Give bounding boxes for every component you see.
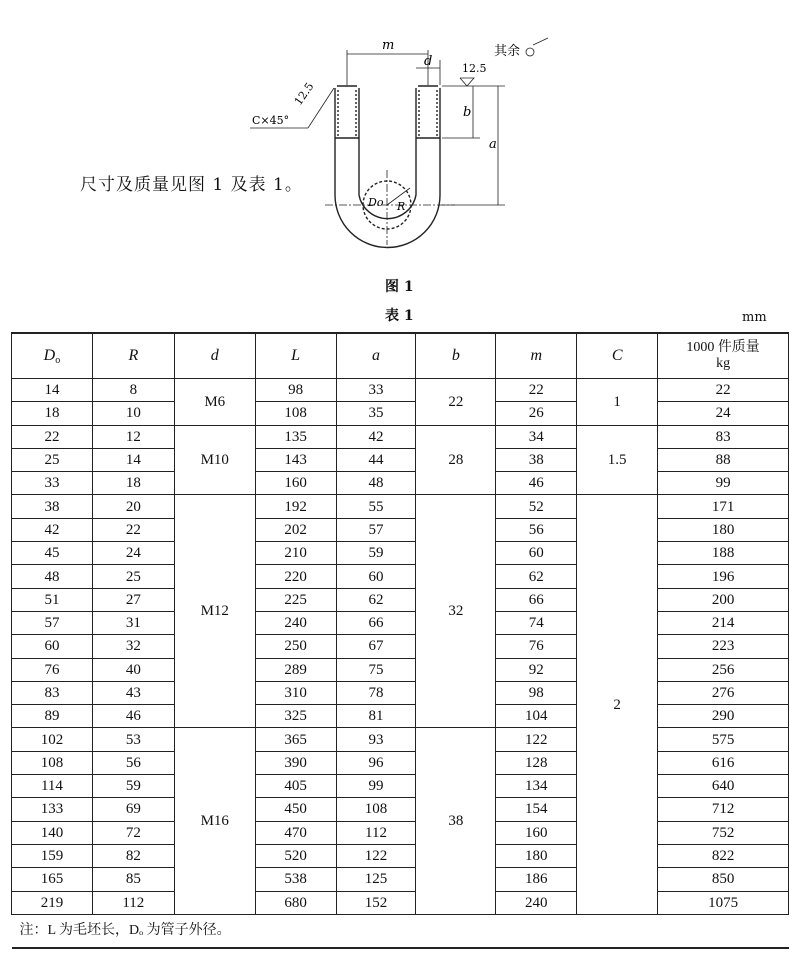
cell-m: 240 — [496, 891, 577, 914]
cell-l: 310 — [255, 681, 336, 704]
cell-m: 46 — [496, 472, 577, 495]
rough-value-left-label: 12.5 — [291, 80, 317, 108]
cell-mass: 256 — [658, 658, 789, 681]
cell-l: 250 — [255, 635, 336, 658]
cell-m: 74 — [496, 611, 577, 634]
rough-other-label: 其余 — [494, 44, 521, 59]
cell-m: 104 — [496, 705, 577, 728]
cell-mass: 180 — [658, 518, 789, 541]
cell-l: 390 — [255, 751, 336, 774]
table-row — [12, 728, 789, 751]
table-row — [12, 844, 789, 867]
cell-m: 34 — [496, 425, 577, 448]
cell-mass: 214 — [658, 611, 789, 634]
cell-mass: 290 — [658, 705, 789, 728]
cell-m: 56 — [496, 518, 577, 541]
cell-a: 42 — [336, 425, 416, 448]
caption-text: 尺寸及质量见图 1 及表 1。 — [80, 175, 303, 195]
cell-a: 108 — [336, 798, 416, 821]
cell-r: 24 — [92, 542, 174, 565]
header-c: C — [577, 333, 658, 379]
cell-m: 92 — [496, 658, 577, 681]
cell-r: 112 — [92, 891, 174, 914]
cell-mass: 171 — [658, 495, 789, 518]
cell-a: 96 — [336, 751, 416, 774]
cell-m: 38 — [496, 448, 577, 471]
cell-a: 57 — [336, 518, 416, 541]
cell-c: 1 — [577, 379, 658, 426]
cell-l: 680 — [255, 891, 336, 914]
cell-m: 122 — [496, 728, 577, 751]
cell-m: 62 — [496, 565, 577, 588]
roughness-circle-icon — [526, 48, 534, 56]
cell-l: 108 — [255, 402, 336, 425]
cell-r: 32 — [92, 635, 174, 658]
header-d: d — [174, 333, 255, 379]
cell-do: 108 — [12, 751, 93, 774]
cell-m: 52 — [496, 495, 577, 518]
cell-a: 48 — [336, 472, 416, 495]
dim-do-label: Do — [368, 196, 384, 209]
cell-mass: 752 — [658, 821, 789, 844]
cell-m: 22 — [496, 379, 577, 402]
cell-mass: 24 — [658, 402, 789, 425]
cell-l: 192 — [255, 495, 336, 518]
cell-l: 450 — [255, 798, 336, 821]
cell-a: 99 — [336, 775, 416, 798]
cell-do: 89 — [12, 705, 93, 728]
cell-l: 289 — [255, 658, 336, 681]
cell-r: 69 — [92, 798, 174, 821]
table-row — [12, 658, 789, 681]
cell-r: 27 — [92, 588, 174, 611]
cell-d: M10 — [174, 425, 255, 495]
cell-r: 46 — [92, 705, 174, 728]
figure-label: 图 1 — [385, 279, 414, 295]
table-row — [12, 542, 789, 565]
dim-a-label: a — [489, 137, 497, 152]
cell-l: 210 — [255, 542, 336, 565]
cell-do: 140 — [12, 821, 93, 844]
table-row — [12, 611, 789, 634]
cell-do: 51 — [12, 588, 93, 611]
cell-a: 152 — [336, 891, 416, 914]
cell-b: 38 — [416, 728, 496, 914]
cell-do: 114 — [12, 775, 93, 798]
cell-mass: 88 — [658, 448, 789, 471]
cell-r: 18 — [92, 472, 174, 495]
cell-d: M16 — [174, 728, 255, 914]
cell-l: 225 — [255, 588, 336, 611]
cell-m: 160 — [496, 821, 577, 844]
header-l: L — [255, 333, 336, 379]
header-r: R — [92, 333, 174, 379]
cell-l: 220 — [255, 565, 336, 588]
cell-l: 470 — [255, 821, 336, 844]
cell-a: 35 — [336, 402, 416, 425]
cell-mass: 276 — [658, 681, 789, 704]
spec-table — [11, 332, 789, 949]
cell-l: 365 — [255, 728, 336, 751]
cell-m: 98 — [496, 681, 577, 704]
cell-a: 55 — [336, 495, 416, 518]
cell-l: 143 — [255, 448, 336, 471]
table-row — [12, 588, 789, 611]
cell-b: 32 — [416, 495, 496, 728]
cell-mass: 83 — [658, 425, 789, 448]
cell-r: 25 — [92, 565, 174, 588]
cell-r: 40 — [92, 658, 174, 681]
table-label: 表 1 — [385, 308, 414, 324]
table-row — [12, 448, 789, 471]
cell-do: 159 — [12, 844, 93, 867]
dim-m-label: m — [382, 38, 395, 53]
cell-do: 48 — [12, 565, 93, 588]
table-note-row — [12, 914, 789, 948]
cell-d: M12 — [174, 495, 255, 728]
cell-l: 325 — [255, 705, 336, 728]
cell-m: 186 — [496, 868, 577, 891]
header-m: m — [496, 333, 577, 379]
cell-r: 56 — [92, 751, 174, 774]
cell-do: 133 — [12, 798, 93, 821]
cell-l: 538 — [255, 868, 336, 891]
cell-m: 76 — [496, 635, 577, 658]
cell-r: 85 — [92, 868, 174, 891]
table-row — [12, 518, 789, 541]
table-header-row — [12, 333, 789, 379]
table-row — [12, 402, 789, 425]
cell-r: 10 — [92, 402, 174, 425]
cell-l: 135 — [255, 425, 336, 448]
table-row — [12, 821, 789, 844]
header-b: b — [416, 333, 496, 379]
cell-mass: 575 — [658, 728, 789, 751]
u-bolt-drawing — [230, 30, 570, 270]
table-row — [12, 798, 789, 821]
cell-mass: 200 — [658, 588, 789, 611]
cell-a: 75 — [336, 658, 416, 681]
cell-r: 43 — [92, 681, 174, 704]
cell-l: 160 — [255, 472, 336, 495]
cell-do: 165 — [12, 868, 93, 891]
cell-c: 1.5 — [577, 425, 658, 495]
cell-do: 25 — [12, 448, 93, 471]
cell-a: 122 — [336, 844, 416, 867]
cell-l: 520 — [255, 844, 336, 867]
cell-a: 67 — [336, 635, 416, 658]
cell-r: 72 — [92, 821, 174, 844]
cell-mass: 1075 — [658, 891, 789, 914]
cell-a: 59 — [336, 542, 416, 565]
cell-m: 66 — [496, 588, 577, 611]
cell-mass: 196 — [658, 565, 789, 588]
cell-mass: 188 — [658, 542, 789, 565]
cell-a: 33 — [336, 379, 416, 402]
table-row — [12, 425, 789, 448]
cell-l: 98 — [255, 379, 336, 402]
table-row — [12, 705, 789, 728]
cell-do: 42 — [12, 518, 93, 541]
cell-l: 405 — [255, 775, 336, 798]
cell-l: 202 — [255, 518, 336, 541]
cell-a: 78 — [336, 681, 416, 704]
cell-do: 76 — [12, 658, 93, 681]
rough-value-label: 12.5 — [462, 62, 487, 75]
unit-label: mm — [742, 310, 767, 325]
cell-do: 45 — [12, 542, 93, 565]
cell-mass: 99 — [658, 472, 789, 495]
table-row — [12, 681, 789, 704]
cell-d: M6 — [174, 379, 255, 426]
table-row — [12, 751, 789, 774]
cell-m: 26 — [496, 402, 577, 425]
cell-m: 180 — [496, 844, 577, 867]
cell-r: 59 — [92, 775, 174, 798]
cell-a: 112 — [336, 821, 416, 844]
cell-r: 53 — [92, 728, 174, 751]
table-row — [12, 495, 789, 518]
table-note: 注：L 为毛坯长，Dₒ 为管子外径。 — [12, 914, 789, 948]
table-row — [12, 379, 789, 402]
header-do: $D_o$ — [12, 333, 93, 379]
cell-m: 134 — [496, 775, 577, 798]
table-row — [12, 868, 789, 891]
cell-r: 82 — [92, 844, 174, 867]
cell-mass: 640 — [658, 775, 789, 798]
cell-r: 20 — [92, 495, 174, 518]
header-mass: 1000 件质量 kg — [658, 333, 789, 379]
cell-a: 81 — [336, 705, 416, 728]
cell-r: 12 — [92, 425, 174, 448]
cell-r: 31 — [92, 611, 174, 634]
cell-do: 102 — [12, 728, 93, 751]
table-row — [12, 635, 789, 658]
cell-do: 22 — [12, 425, 93, 448]
cell-do: 219 — [12, 891, 93, 914]
cell-a: 44 — [336, 448, 416, 471]
cell-mass: 22 — [658, 379, 789, 402]
cell-a: 66 — [336, 611, 416, 634]
cell-b: 28 — [416, 425, 496, 495]
cell-do: 33 — [12, 472, 93, 495]
header-a: a — [336, 333, 416, 379]
cell-r: 14 — [92, 448, 174, 471]
cell-do: 14 — [12, 379, 93, 402]
cell-mass: 822 — [658, 844, 789, 867]
table-row — [12, 775, 789, 798]
dim-r-label: R — [397, 200, 406, 213]
cell-c: 2 — [577, 495, 658, 914]
chamfer-label: C×45° — [252, 114, 290, 127]
cell-do: 60 — [12, 635, 93, 658]
cell-do: 18 — [12, 402, 93, 425]
cell-m: 60 — [496, 542, 577, 565]
dim-d-label: d — [424, 54, 433, 69]
cell-mass: 850 — [658, 868, 789, 891]
cell-r: 8 — [92, 379, 174, 402]
cell-m: 154 — [496, 798, 577, 821]
cell-do: 57 — [12, 611, 93, 634]
cell-a: 93 — [336, 728, 416, 751]
cell-a: 60 — [336, 565, 416, 588]
cell-r: 22 — [92, 518, 174, 541]
cell-m: 128 — [496, 751, 577, 774]
cell-a: 62 — [336, 588, 416, 611]
table-row — [12, 891, 789, 914]
cell-mass: 223 — [658, 635, 789, 658]
cell-b: 22 — [416, 379, 496, 426]
cell-l: 240 — [255, 611, 336, 634]
table-row — [12, 565, 789, 588]
cell-do: 38 — [12, 495, 93, 518]
cell-do: 83 — [12, 681, 93, 704]
table-row — [12, 472, 789, 495]
cell-a: 125 — [336, 868, 416, 891]
cell-mass: 616 — [658, 751, 789, 774]
cell-mass: 712 — [658, 798, 789, 821]
dim-b-label: b — [463, 105, 472, 120]
